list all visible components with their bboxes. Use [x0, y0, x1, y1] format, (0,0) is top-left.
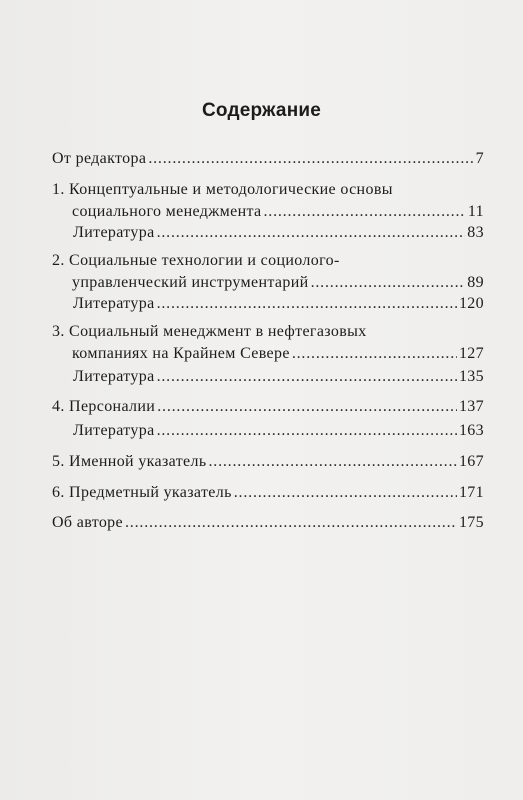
- toc-entry-literature-1: [73, 222, 484, 244]
- toc-entry-title-line1: 1. Концептуальные и методологические основы: [52, 181, 393, 198]
- toc-entry-about-author: [52, 512, 484, 534]
- toc-entry-title: 5. Именной указатель: [52, 453, 207, 470]
- dot-leader: [125, 512, 457, 534]
- toc-page-number: 137: [458, 398, 484, 415]
- toc-page-number: 167: [458, 453, 484, 470]
- page-title: Содержание: [201, 100, 322, 121]
- toc-entry-chapter-4: [52, 396, 484, 418]
- toc-page-number: 89: [467, 274, 484, 291]
- toc-entry-title-line1: 2. Социальные технологии и социолого-: [52, 252, 340, 269]
- dot-leader: [148, 148, 473, 170]
- toc-page-number: 135: [458, 368, 484, 385]
- toc-page-number: 11: [467, 203, 484, 220]
- dot-leader: [157, 222, 466, 244]
- toc-page-number: 171: [458, 484, 484, 501]
- toc-page-number: 127: [458, 345, 484, 362]
- toc-entry-chapter-2: [52, 250, 484, 294]
- dot-leader: [263, 201, 465, 223]
- toc-entry-title-line2: социального менеджмента: [72, 203, 262, 220]
- dot-leader: [208, 451, 456, 473]
- toc-entry-title-line2: компаниях на Крайнем Севере: [72, 345, 290, 362]
- toc-entry-title: Об авторе: [52, 514, 123, 531]
- toc-page-number: 163: [458, 422, 484, 439]
- toc-entry-literature-2: [73, 293, 484, 315]
- toc-entry-literature-3: [73, 366, 484, 388]
- toc-entry-literature-4: [73, 420, 484, 442]
- dot-leader: [157, 396, 457, 418]
- toc-page-number: 120: [458, 295, 484, 312]
- toc-entry-title: 4. Персоналии: [52, 398, 156, 415]
- toc-page-number: 175: [458, 514, 484, 531]
- toc-entry-chapter-1: [52, 179, 484, 223]
- toc-entry-title: Литература: [73, 422, 155, 439]
- toc-entry-chapter-6: [52, 482, 484, 504]
- dot-leader: [311, 272, 466, 294]
- toc-entry-chapter-5: [52, 451, 484, 473]
- dot-leader: [157, 293, 457, 315]
- toc-entry-editor: [52, 148, 484, 170]
- toc-entry-title-line2: управленческий инструментарий: [72, 274, 309, 291]
- dot-leader: [234, 482, 457, 504]
- toc-entry-title: Литература: [73, 224, 155, 241]
- dot-leader: [292, 343, 457, 365]
- toc-entry-title: 6. Предметный указатель: [52, 484, 232, 501]
- toc-page-number: 83: [467, 224, 484, 241]
- toc-entry-title-line1: 3. Социальный менеджмент в нефтегазовых: [52, 323, 367, 340]
- dot-leader: [157, 366, 457, 388]
- toc-entry-title: Литература: [73, 368, 155, 385]
- toc-page-number: 7: [475, 150, 484, 167]
- toc-entry-chapter-3: [52, 321, 484, 365]
- toc-entry-title: От редактора: [52, 150, 147, 167]
- dot-leader: [157, 420, 457, 442]
- toc-entry-title: Литература: [73, 295, 155, 312]
